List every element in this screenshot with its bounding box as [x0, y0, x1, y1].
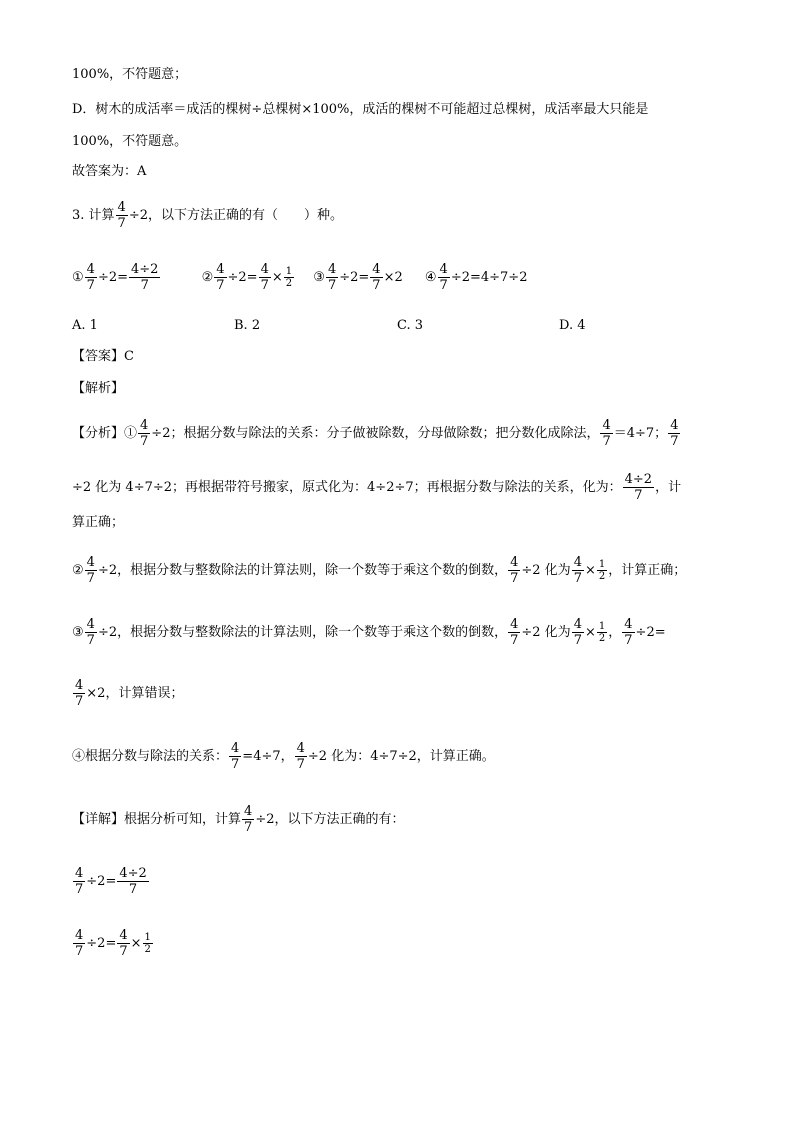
detail-line: 【详解】 根据分析可知，计算 $\frac{4}{7}$ ÷2，以下方法正确的有：	[72, 804, 405, 835]
question-prefix: 3. 计算	[72, 207, 115, 223]
methods-row	[72, 262, 527, 293]
text-line: 故答案为：A	[72, 164, 147, 179]
step-3: ③ $\frac{4}{7}$ ÷2，根据分数与整数除法的计算法则，除一个数等于乘这个数的倒数， $\frac{4}{7}$ ÷2 化为 $\frac{4}{7}$ × $\frac{1}{2}$ ， $\frac{4}{7}$ ÷2=	[72, 617, 666, 648]
question-3	[72, 200, 343, 231]
text-line: 100%，不符题意。	[72, 134, 188, 149]
analysis-p1: 【分析】① $\frac{4}{7}$ ÷2；根据分数与除法的关系：分子做被除数，分母做除数；把分数化成除法， 4 7 ＝4÷7； 4 7	[72, 418, 679, 449]
option-d: D. 4	[559, 318, 586, 333]
question-suffix: ÷2，以下方法正确的有（ ）种。	[128, 207, 343, 223]
text-line: D．树木的成活率＝成活的棵树÷总棵树×100%，成活的棵树不可能超过总棵树，成活率最大只能是	[72, 102, 649, 117]
analysis-p2: ÷2 化为 4÷7÷2；再根据带符号搬家，原式化为：4÷2÷7；再根据分数与除法的关系，化为： 4÷2 7 ，计	[72, 472, 682, 503]
answer-line: 【答案】C	[72, 349, 134, 364]
step-4: ④根据分数与除法的关系： $\frac{4}{7}$ =4÷7， $\frac{4}{7}$ ÷2 化为：4÷7÷2，计算正确。	[72, 741, 495, 772]
step-3-cont: $\frac{4}{7}$ ×2，计算错误；	[75, 678, 184, 709]
option-c: C. 3	[397, 318, 424, 333]
method-2: ② $\frac{4}{7}$ ÷2= $\frac{4}{7}$ × $\frac{1}{2}$	[201, 262, 293, 293]
detail-eq-1: $\frac{4}{7}$ ÷2= $\frac{4\div 2}{7}$	[75, 866, 147, 897]
method-1: ① $\frac{4}{7}$ ÷2= $\frac{4\div 2}{7}$	[72, 262, 159, 293]
option-a: A. 1	[72, 318, 98, 333]
step-2: ② $\frac{4}{7}$ ÷2，根据分数与整数除法的计算法则，除一个数等于乘这个数的倒数， $\frac{4}{7}$ ÷2 化为 $\frac{4}{7}$ × $\frac{1}{2}$ ，计算正确；	[72, 555, 687, 586]
detail-eq-2: $\frac{4}{7}$ ÷2= $\frac{4}{7}$ × $\frac{1}{2}$	[75, 928, 151, 959]
analysis-p3: 算正确；	[72, 515, 125, 530]
fraction: $\frac{4}{7}$	[117, 200, 126, 231]
method-4: ④ $\frac{4}{7}$ ÷2=4÷7÷2	[424, 262, 528, 293]
text-line: 100%，不符题意；	[72, 67, 188, 82]
analysis-tag: 【解析】	[72, 381, 125, 396]
option-b: B. 2	[234, 318, 261, 333]
method-3: ③ $\frac{4}{7}$ ÷2= $\frac{4}{7}$ ×2	[313, 262, 403, 293]
